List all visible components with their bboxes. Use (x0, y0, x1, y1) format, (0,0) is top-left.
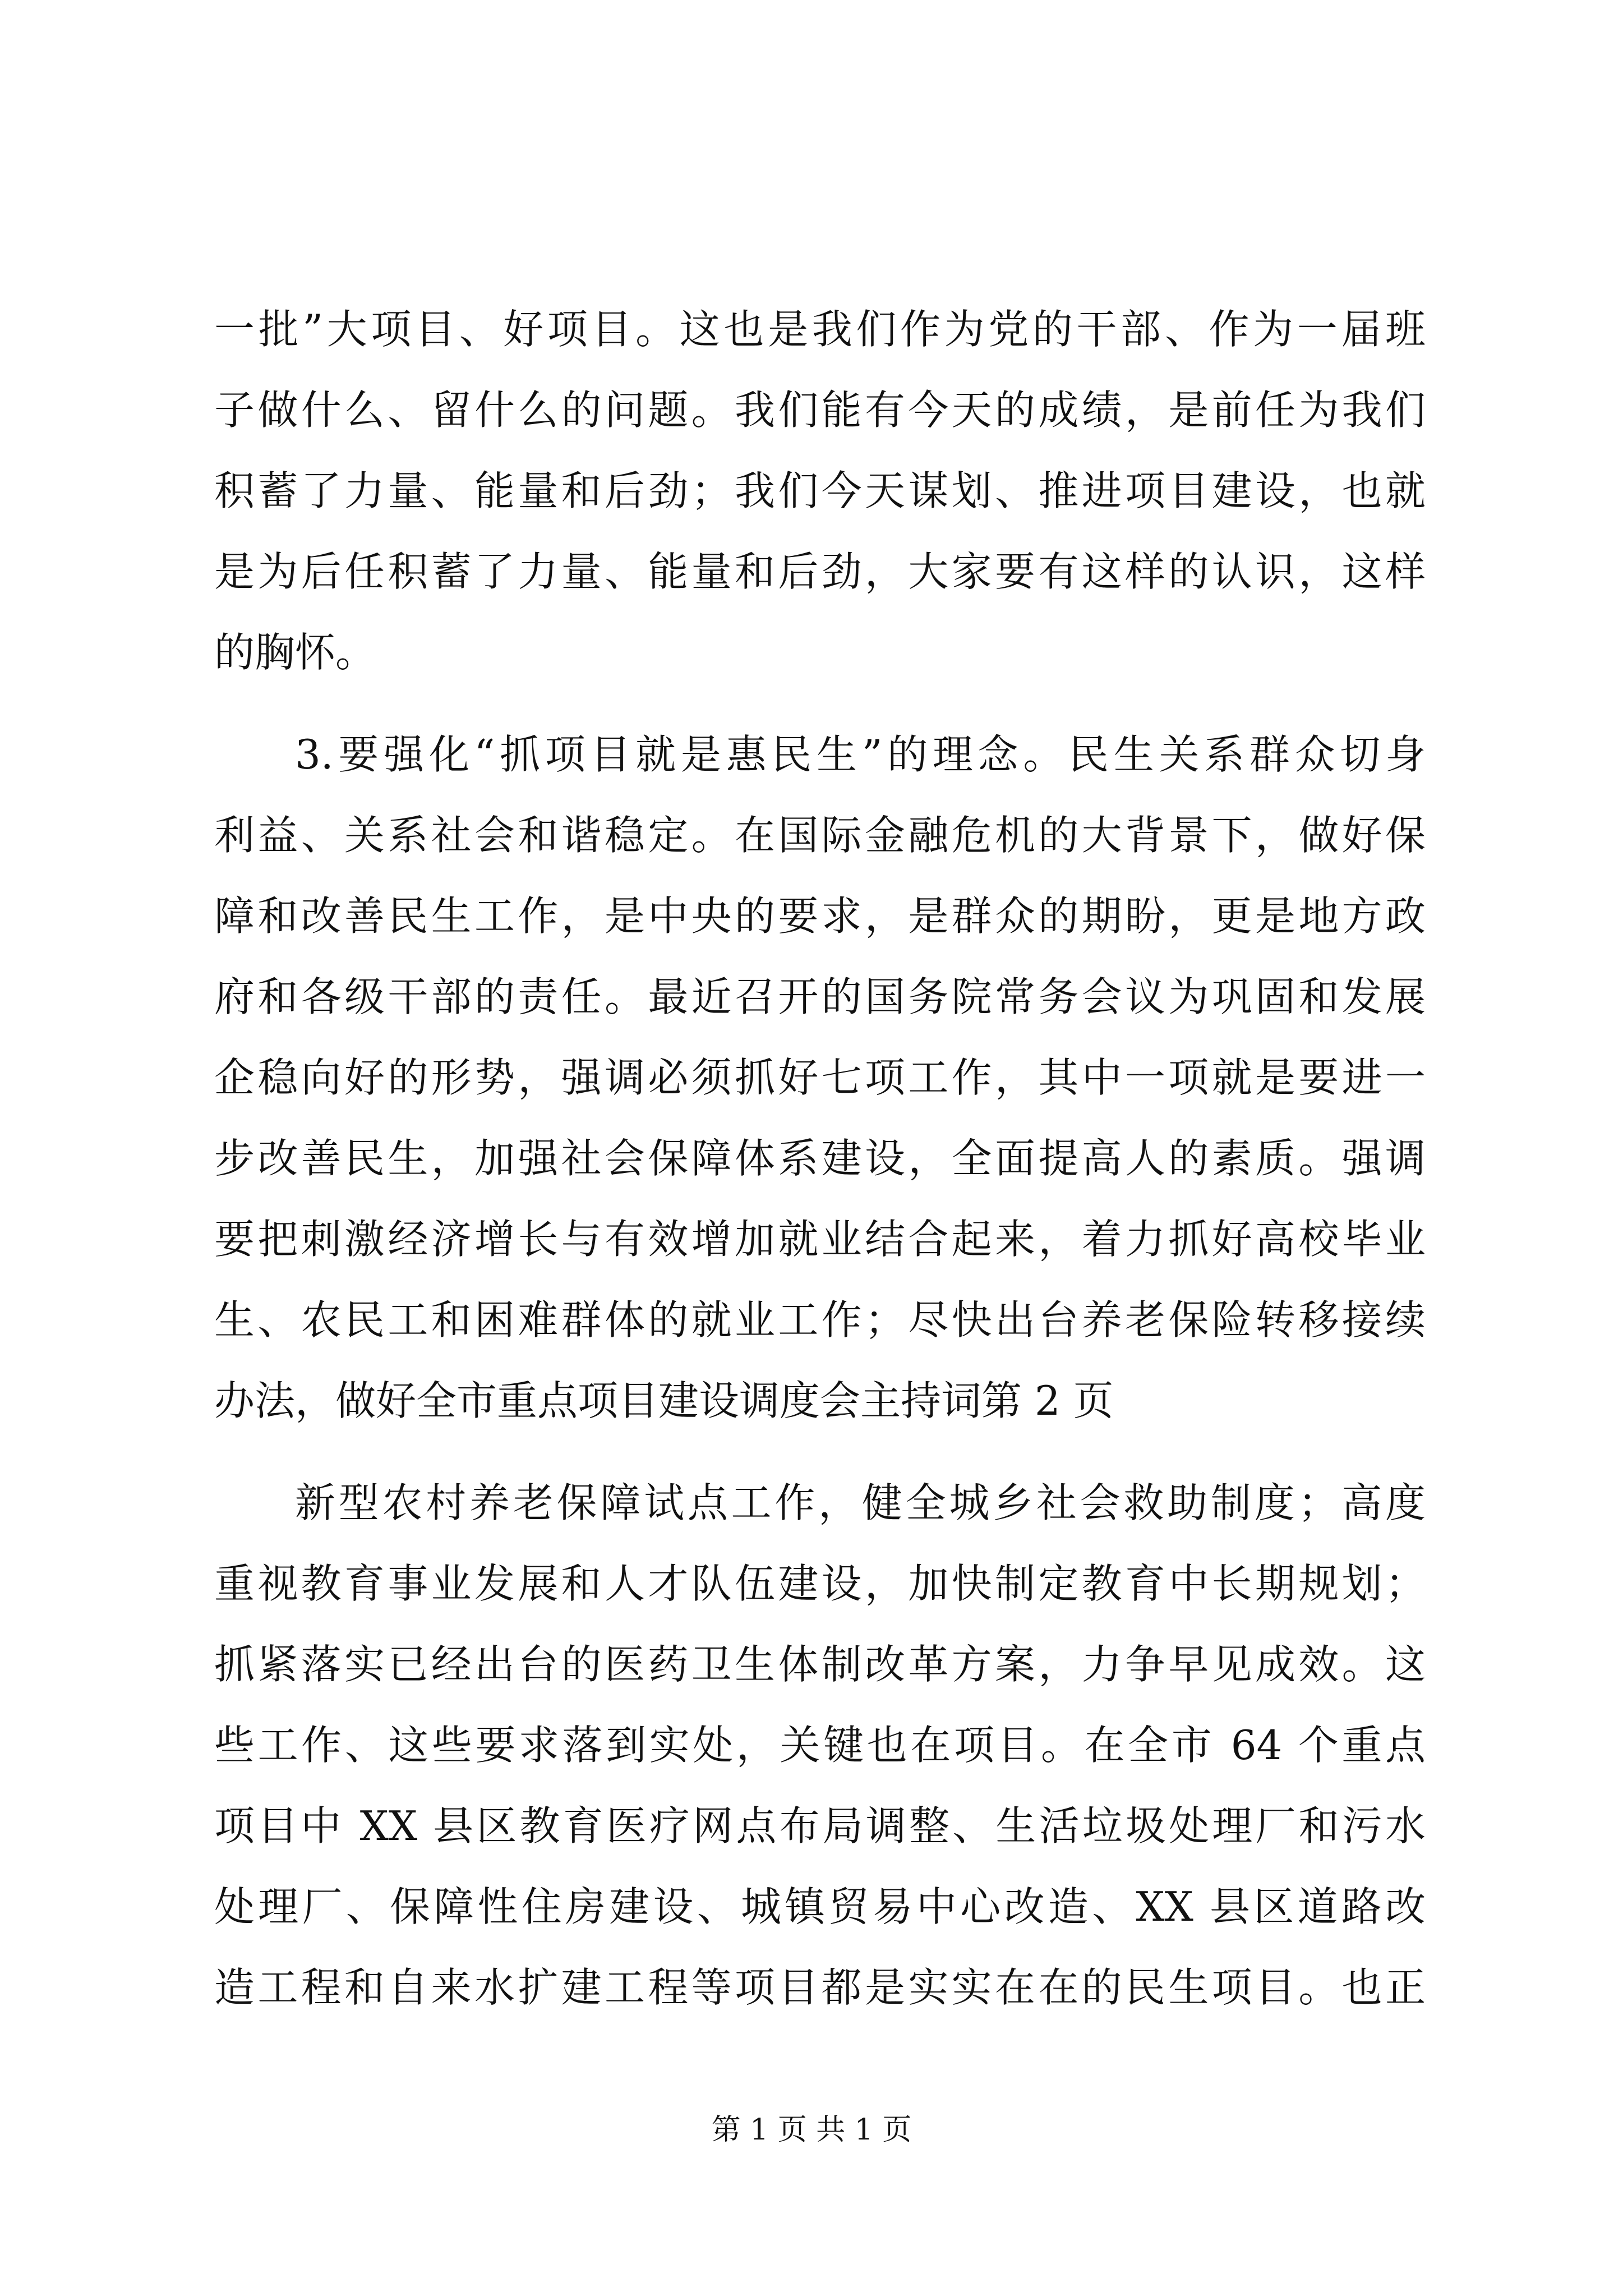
text-line: 新型农村养老保障试点工作，健全城乡社会救助制度；高度 (295, 1479, 1426, 1526)
text-line: 子做什么、留什么的问题。我们能有今天的成绩，是前任为我们 (214, 386, 1426, 434)
text-line: 积蓄了力量、能量和后劲；我们今天谋划、推进项目建设，也就 (214, 467, 1426, 514)
paragraph-3 (214, 1462, 1426, 2028)
text-line: 些工作、这些要求落到实处，关键也在项目。在全市 64 个重点 (214, 1722, 1426, 1769)
document-body (214, 289, 1426, 2028)
text-line: 抓紧落实已经出台的医药卫生体制改革方案，力争早见成效。这 (214, 1641, 1426, 1688)
text-line: 障和改善民生工作，是中央的要求，是群众的期盼，更是地方政 (214, 892, 1426, 940)
text-line: 的胸怀。 (214, 629, 376, 676)
text-line: 步改善民生，加强社会保障体系建设，全面提高人的素质。强调 (214, 1135, 1426, 1182)
page-footer (0, 2110, 1623, 2150)
page-number-label: 第 1 页 共 1 页 (711, 2113, 912, 2147)
text-line: 是为后任积蓄了力量、能量和后劲，大家要有这样的认识，这样 (214, 548, 1426, 595)
text-line: 处理厂、保障性住房建设、城镇贸易中心改造、XX 县区道路改 (214, 1883, 1426, 1930)
text-line: 府和各级干部的责任。最近召开的国务院常务会议为巩固和发展 (214, 973, 1426, 1020)
text-line: 项目中 XX 县区教育医疗网点布局调整、生活垃圾处理厂和污水 (214, 1802, 1426, 1849)
text-line: 生、农民工和困难群体的就业工作；尽快出台养老保险转移接续 (214, 1296, 1426, 1343)
text-line: 3.要强化“抓项目就是惠民生”的理念。民生关系群众切身 (295, 731, 1426, 778)
text-line: 要把刺激经济增长与有效增加就业结合起来，着力抓好高校毕业 (214, 1216, 1426, 1263)
text-line: 企稳向好的形势，强调必须抓好七项工作，其中一项就是要进一 (214, 1054, 1426, 1101)
text-line: 一批”大项目、好项目。这也是我们作为党的干部、作为一届班 (214, 306, 1426, 353)
paragraph-2 (214, 714, 1426, 1441)
text-line: 办法，做好全市重点项目建设调度会主持词第 2 页 (214, 1377, 1114, 1424)
text-line: 造工程和自来水扩建工程等项目都是实实在在的民生项目。也正 (214, 1964, 1426, 2011)
paragraph-1 (214, 289, 1426, 693)
text-line: 重视教育事业发展和人才队伍建设，加快制定教育中长期规划； (214, 1560, 1426, 1607)
text-line: 利益、关系社会和谐稳定。在国际金融危机的大背景下，做好保 (214, 812, 1426, 859)
